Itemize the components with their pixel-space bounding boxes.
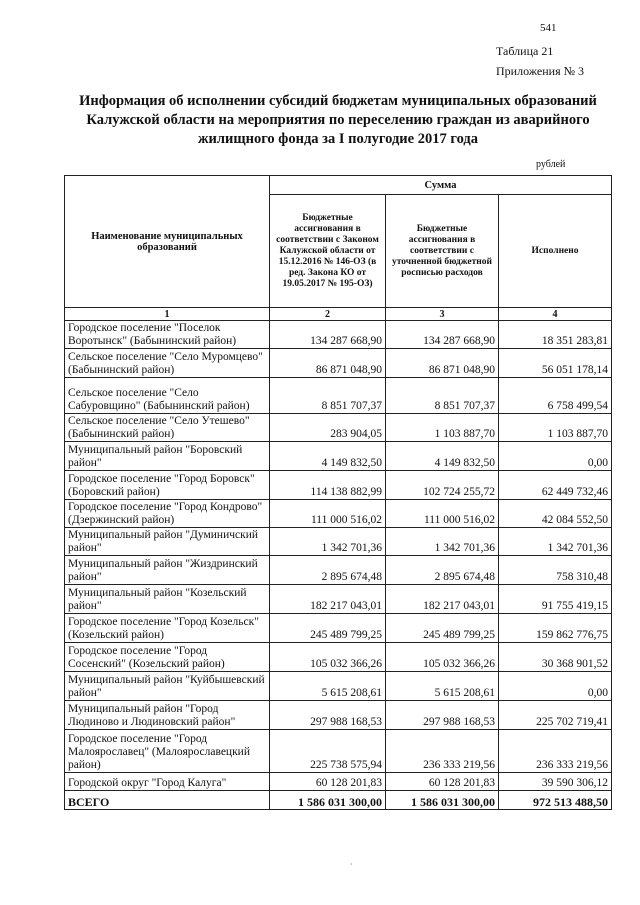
header-revised: Бюджетные ассигнования в соответствии с уточненной бюджетной росписью расходов	[386, 195, 499, 308]
header-law: Бюджетные ассигнования в соответствии с Законом Калужской области от 15.12.2016 № 146-ОЗ (в ред. Закона КО от 19.05.2017 № 195-ОЗ)	[270, 195, 386, 308]
municipality-name: Муниципальный район "Куйбышевский район"	[65, 672, 270, 701]
revised-amount: 111 000 516,02	[386, 500, 499, 528]
revised-amount: 245 489 799,25	[386, 614, 499, 643]
unit-label: рублей	[536, 159, 566, 170]
revised-amount: 5 615 208,61	[386, 672, 499, 701]
table-row	[65, 585, 612, 614]
revised-amount: 297 988 168,53	[386, 701, 499, 730]
table-row	[65, 701, 612, 730]
header-number-2: 2	[270, 308, 386, 321]
law-amount: 2 895 674,48	[270, 556, 386, 585]
executed-amount: 62 449 732,46	[499, 471, 612, 500]
scan-mark: ·	[350, 860, 353, 869]
municipality-name: Городское поселение "Город Козельск" (Козельский район)	[65, 614, 270, 643]
municipality-name: Муниципальный район "Город Людиново и Людиновский район"	[65, 701, 270, 730]
revised-amount: 4 149 832,50	[386, 442, 499, 471]
table-label: Таблица 21	[496, 44, 554, 58]
municipality-name: Муниципальный район "Думиничский район"	[65, 528, 270, 556]
total-row	[65, 791, 612, 810]
executed-amount: 1 342 701,36	[499, 528, 612, 556]
municipality-name: Городское поселение "Город Сосенский" (Козельский район)	[65, 643, 270, 672]
municipality-name: Муниципальный район "Козельский район"	[65, 585, 270, 614]
appendix-label: Приложения № 3	[496, 64, 585, 78]
revised-amount: 1 103 887,70	[386, 414, 499, 442]
executed-amount: 1 103 887,70	[499, 414, 612, 442]
header-number-4: 4	[499, 308, 612, 321]
municipality-name: Городское поселение "Город Малоярославец" (Малоярославецкий район)	[65, 730, 270, 773]
table-row	[65, 349, 612, 378]
table-body	[65, 321, 612, 810]
municipality-name: Сельское поселение "Село Сабуровщино" (Бабынинский район)	[65, 378, 270, 414]
revised-amount: 8 851 707,37	[386, 378, 499, 414]
header-sum-group: Сумма	[270, 176, 612, 195]
law-amount: 8 851 707,37	[270, 378, 386, 414]
table-row	[65, 442, 612, 471]
law-amount: 111 000 516,02	[270, 500, 386, 528]
executed-amount: 42 084 552,50	[499, 500, 612, 528]
law-amount: 283 904,05	[270, 414, 386, 442]
revised-amount: 1 342 701,36	[386, 528, 499, 556]
table-row	[65, 643, 612, 672]
table-row	[65, 378, 612, 414]
total-law-amount: 1 586 031 300,00	[270, 791, 386, 810]
table-row	[65, 773, 612, 791]
executed-amount: 225 702 719,41	[499, 701, 612, 730]
law-amount: 4 149 832,50	[270, 442, 386, 471]
table-row	[65, 672, 612, 701]
law-amount: 297 988 168,53	[270, 701, 386, 730]
revised-amount: 86 871 048,90	[386, 349, 499, 378]
executed-amount: 91 755 419,15	[499, 585, 612, 614]
law-amount: 5 615 208,61	[270, 672, 386, 701]
law-amount: 60 128 201,83	[270, 773, 386, 791]
revised-amount: 182 217 043,01	[386, 585, 499, 614]
executed-amount: 236 333 219,56	[499, 730, 612, 773]
law-amount: 245 489 799,25	[270, 614, 386, 643]
law-amount: 225 738 575,94	[270, 730, 386, 773]
subsidy-table	[64, 175, 612, 810]
table-row	[65, 414, 612, 442]
municipality-name: Сельское поселение "Село Муромцево" (Бабынинский район)	[65, 349, 270, 378]
table-row	[65, 730, 612, 773]
table-row	[65, 471, 612, 500]
municipality-name: Муниципальный район "Жиздринский район"	[65, 556, 270, 585]
executed-amount: 758 310,48	[499, 556, 612, 585]
executed-amount: 159 862 776,75	[499, 614, 612, 643]
executed-amount: 6 758 499,54	[499, 378, 612, 414]
total-label: ВСЕГО	[65, 791, 270, 810]
municipality-name: Городской округ "Город Калуга"	[65, 773, 270, 791]
table-row	[65, 556, 612, 585]
law-amount: 134 287 668,90	[270, 321, 386, 349]
executed-amount: 18 351 283,81	[499, 321, 612, 349]
revised-amount: 60 128 201,83	[386, 773, 499, 791]
header-executed: Исполнено	[499, 195, 612, 308]
table-row	[65, 500, 612, 528]
header-number-1: 1	[65, 308, 270, 321]
table-row	[65, 528, 612, 556]
municipality-name: Городское поселение "Город Кондрово" (Дзержинский район)	[65, 500, 270, 528]
header-name: Наименование муниципальных образований	[65, 176, 270, 308]
document-title: Информация об исполнении субсидий бюджетам муниципальных образований Калужской области на мероприятия по переселению граждан из аварийного жилищного фонда за I полугодие 2017 года	[79, 93, 597, 147]
municipality-name: Городское поселение "Город Боровск" (Боровский район)	[65, 471, 270, 500]
page-number: 541	[540, 22, 557, 34]
total-revised-amount: 1 586 031 300,00	[386, 791, 499, 810]
executed-amount: 0,00	[499, 672, 612, 701]
table-row	[65, 321, 612, 349]
revised-amount: 134 287 668,90	[386, 321, 499, 349]
law-amount: 114 138 882,99	[270, 471, 386, 500]
executed-amount: 39 590 306,12	[499, 773, 612, 791]
law-amount: 182 217 043,01	[270, 585, 386, 614]
revised-amount: 236 333 219,56	[386, 730, 499, 773]
revised-amount: 102 724 255,72	[386, 471, 499, 500]
law-amount: 86 871 048,90	[270, 349, 386, 378]
law-amount: 1 342 701,36	[270, 528, 386, 556]
revised-amount: 105 032 366,26	[386, 643, 499, 672]
executed-amount: 30 368 901,52	[499, 643, 612, 672]
municipality-name: Муниципальный район "Боровский район"	[65, 442, 270, 471]
law-amount: 105 032 366,26	[270, 643, 386, 672]
executed-amount: 0,00	[499, 442, 612, 471]
municipality-name: Городское поселение "Поселок Воротынск" (Бабынинский район)	[65, 321, 270, 349]
revised-amount: 2 895 674,48	[386, 556, 499, 585]
executed-amount: 56 051 178,14	[499, 349, 612, 378]
total-executed-amount: 972 513 488,50	[499, 791, 612, 810]
header-number-3: 3	[386, 308, 499, 321]
municipality-name: Сельское поселение "Село Утешево" (Бабынинский район)	[65, 414, 270, 442]
table-row	[65, 614, 612, 643]
